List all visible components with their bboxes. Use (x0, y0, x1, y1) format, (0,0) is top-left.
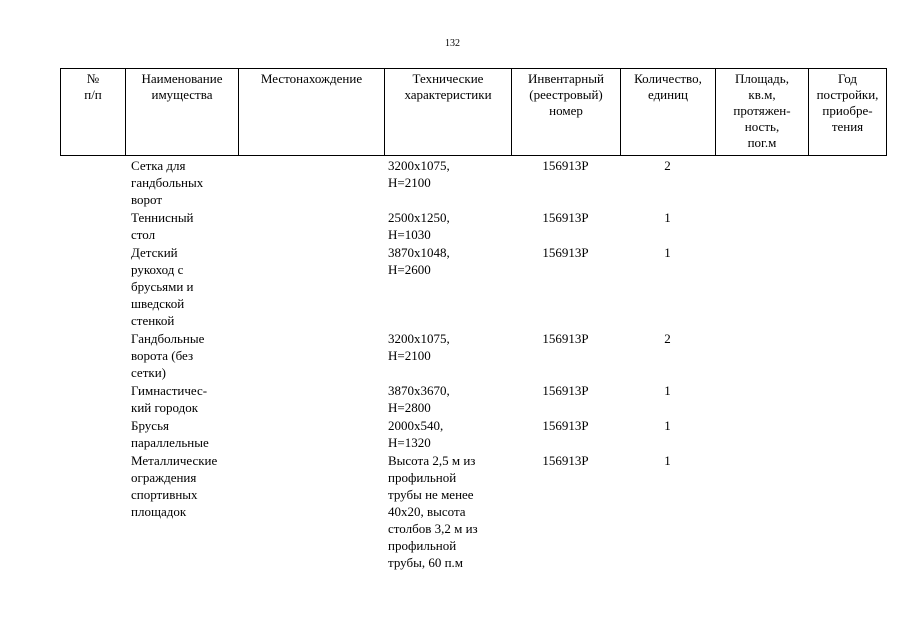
table-cell-area (715, 208, 808, 243)
table-cell-name: Брусья параллельные (131, 418, 209, 450)
header-year: Год постройки, приобре- тения (808, 68, 887, 156)
table-cell-inventory: 156913Р (542, 210, 589, 225)
table-cell-name: Гандбольные ворота (без сетки) (131, 331, 205, 380)
table-cell-area (715, 381, 808, 416)
table-cell-name: Сетка для гандбольных ворот (131, 158, 204, 207)
table-cell-characteristics: 3200х1075, Н=2100 (388, 331, 450, 363)
header-area: Площадь, кв.м, протяжен- ность, пог.м (715, 68, 808, 156)
table-cell-inventory: 156913Р (542, 418, 589, 433)
table-cell-name: Детский рукоход с брусьями и шведской стенкой (131, 245, 194, 328)
table-cell-number (60, 156, 125, 208)
table-cell-area (715, 243, 808, 329)
table-cell-year (808, 156, 887, 208)
table-cell-characteristics: 3870х1048, Н=2600 (388, 245, 450, 277)
table-cell-quantity: 1 (664, 418, 671, 433)
table-cell-characteristics: 3870х3670, Н=2800 (388, 383, 450, 415)
table-cell-area (715, 451, 808, 571)
table-cell-number (60, 451, 125, 571)
table-cell-number (60, 381, 125, 416)
header-location: Местонахождение (238, 68, 384, 156)
table-cell-characteristics: 2500х1250, Н=1030 (388, 210, 450, 242)
table-cell-quantity: 1 (664, 210, 671, 225)
header-characteristics: Технические характеристики (384, 68, 511, 156)
table-cell-name: Теннисный стол (131, 210, 194, 242)
table-cell-characteristics: 2000х540, Н=1320 (388, 418, 444, 450)
table-cell-year (808, 416, 887, 451)
table-cell-quantity: 1 (664, 453, 671, 468)
table-cell-number (60, 243, 125, 329)
table-cell-number (60, 329, 125, 381)
table-cell-year (808, 208, 887, 243)
table-cell-quantity: 2 (664, 158, 671, 173)
table-cell-area (715, 416, 808, 451)
table-cell-inventory: 156913Р (542, 245, 589, 260)
table-cell-year (808, 243, 887, 329)
table-cell-inventory: 156913Р (542, 331, 589, 346)
table-cell-name: Металлические ограждения спортивных площадок (131, 453, 218, 519)
table-cell-location (238, 156, 384, 208)
table-cell-year (808, 381, 887, 416)
page-number: 132 (445, 38, 460, 49)
table-cell-location (238, 208, 384, 243)
table-cell-location (238, 451, 384, 571)
table-cell-number (60, 416, 125, 451)
table-cell-inventory: 156913Р (542, 383, 589, 398)
table-cell-location (238, 329, 384, 381)
table-cell-location (238, 243, 384, 329)
header-number: № п/п (60, 68, 125, 156)
property-table (60, 68, 887, 571)
table-cell-inventory: 156913Р (542, 158, 589, 173)
table-cell-characteristics: 3200х1075, Н=2100 (388, 158, 450, 190)
table-cell-quantity: 1 (664, 245, 671, 260)
table-cell-quantity: 1 (664, 383, 671, 398)
table-cell-area (715, 156, 808, 208)
table-cell-number (60, 208, 125, 243)
header-name: Наименование имущества (125, 68, 238, 156)
table-cell-characteristics: Высота 2,5 м из профильной трубы не менее 40х20, высота столбов 3,2 м из профильной трубы, 60 п.м (388, 453, 478, 570)
table-cell-quantity: 2 (664, 331, 671, 346)
table-cell-location (238, 381, 384, 416)
header-quantity: Количество, единиц (620, 68, 715, 156)
table-cell-year (808, 329, 887, 381)
table-cell-location (238, 416, 384, 451)
table-cell-name: Гимнастичес- кий городок (131, 383, 208, 415)
table-cell-area (715, 329, 808, 381)
table-cell-year (808, 451, 887, 571)
header-inventory-number: Инвентарный (реестровый) номер (511, 68, 620, 156)
table-cell-inventory: 156913Р (542, 453, 589, 468)
